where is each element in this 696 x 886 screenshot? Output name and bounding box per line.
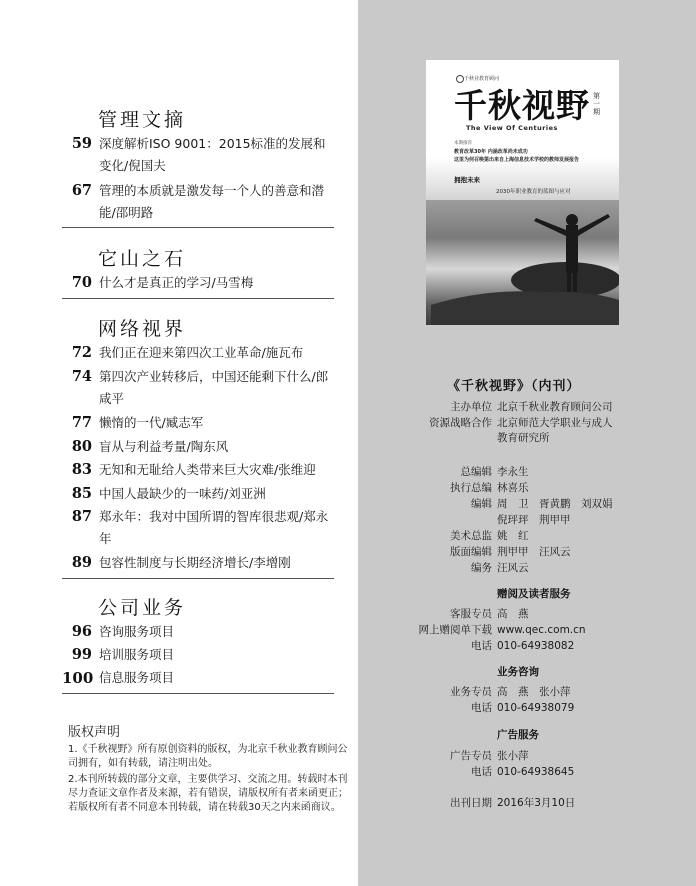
page-number: 89 — [71, 554, 92, 571]
cover-figure — [426, 60, 619, 325]
info-label-cell — [380, 748, 492, 764]
divider — [62, 227, 334, 228]
section-title: 公司业务 — [98, 597, 187, 619]
info-value: 北京千秋业教育顾问公司 — [497, 401, 613, 413]
info-label: 美术总监 — [450, 530, 492, 542]
page-number: 100 — [62, 669, 94, 687]
info-value-cell — [497, 544, 677, 560]
info-value: 汪风云 — [497, 562, 529, 574]
toc-entry[interactable] — [62, 436, 342, 458]
date-value: 2016年3月10日 — [497, 797, 576, 809]
cover-subtitle: The View Of Centuries — [466, 124, 558, 132]
copyright-paragraph: 2.本刊所转载的部分文章，主要供学习、交流之用。转载时本刊尽力查证文章作者及来源，若有错误，请版权所有者来函更正；若版权所有者不同意本刊转载，请在转载30天之内来函商议。 — [68, 774, 348, 813]
section-title: 网络视界 — [98, 318, 187, 340]
info-label-cell — [380, 638, 492, 654]
page-number: 85 — [71, 485, 92, 502]
article-title: 懒惰的一代/臧志军 — [99, 415, 204, 430]
info-label-cell — [380, 528, 492, 544]
toc-entry[interactable] — [62, 621, 342, 643]
info-label-cell — [380, 606, 492, 622]
divider — [62, 693, 334, 694]
info-value: www.qec.com.cn — [497, 624, 586, 636]
toc-entry[interactable] — [62, 459, 342, 481]
info-label: 网上赠阅单下载 — [418, 624, 492, 636]
page-number: 59 — [71, 135, 92, 152]
copyright-heading: 版权声明 — [68, 725, 121, 740]
info-label-cell — [380, 544, 492, 560]
cover-issue: 第一期 — [593, 92, 600, 116]
info-label-cell — [380, 622, 492, 638]
page-number: 87 — [71, 508, 92, 525]
info-label-cell — [380, 464, 492, 480]
cover-title: 千秋视野 — [454, 86, 590, 125]
info-value-cell — [497, 684, 677, 700]
info-label-cell — [380, 415, 492, 431]
page-number: 80 — [71, 438, 92, 455]
divider — [62, 578, 334, 579]
info-value: 010-64938645 — [497, 766, 575, 778]
info-value: 教育研究所 — [497, 432, 550, 444]
info-label-cell — [380, 700, 492, 716]
article-title: 我们正在迎来第四次工业革命/施瓦布 — [99, 345, 304, 360]
info-label: 业务专员 — [450, 686, 492, 698]
article-title: 深度解析ISO 9001：2015标准的发展和变化/倪国夫 — [99, 136, 326, 173]
date-label: 出刊日期 — [450, 797, 492, 809]
website-link[interactable] — [497, 622, 677, 638]
info-value-cell — [497, 764, 677, 780]
cover-line: 拥抱未来 — [454, 176, 480, 184]
info-value-cell — [497, 430, 677, 446]
divider — [62, 298, 334, 299]
info-value-cell — [497, 748, 677, 764]
info-value-cell — [497, 512, 677, 528]
info-label-cell — [380, 480, 492, 496]
info-label: 编务 — [471, 562, 492, 574]
article-title: 无知和无耻给人类带来巨大灾难/张维迎 — [99, 462, 316, 477]
info-value: 荆甲甲 汪风云 — [497, 546, 571, 558]
article-title: 培训服务项目 — [99, 647, 175, 662]
info-value-cell — [497, 480, 677, 496]
info-value: 林喜乐 — [497, 482, 529, 494]
article-title: 包容性制度与长期经济增长/李增刚 — [99, 555, 291, 570]
article-title: 咨询服务项目 — [99, 624, 175, 639]
article-title: 信息服务项目 — [99, 670, 175, 685]
page-number: 70 — [71, 274, 92, 291]
info-value-cell — [497, 606, 677, 622]
cover-line: 2030年职业教育的蓝图与应对 — [496, 189, 571, 195]
article-title: 管理的本质就是激发每一个人的善意和潜能/邵明路 — [99, 183, 325, 220]
page-number: 83 — [71, 461, 92, 478]
masthead-title: 《千秋视野》（内刊） — [447, 379, 581, 394]
cover-logo: 千秋业教育顾问 — [464, 76, 500, 82]
info-value-cell — [497, 464, 677, 480]
info-label: 电话 — [471, 766, 492, 778]
page-number: 96 — [71, 623, 92, 640]
gift-heading: 赠阅及读者服务 — [497, 588, 571, 600]
page-number: 72 — [71, 344, 92, 361]
toc-entry[interactable] — [62, 180, 342, 224]
toc-entry[interactable] — [62, 272, 342, 294]
cover-line: 教育改革30年 内涵改革尚未成功 — [454, 149, 528, 155]
article-title: 第四次产业转移后，中国还能剩下什么/郎咸平 — [99, 369, 329, 406]
toc-entry[interactable] — [62, 483, 342, 505]
info-label: 执行总编 — [450, 482, 492, 494]
info-label-cell — [380, 795, 492, 811]
copyright-paragraph: 1.《千秋视野》所有原创资料的版权，为北京千秋业教育顾问公司拥有，如有转载，请注明出处。 — [68, 744, 348, 769]
article-title: 中国人最缺少的一味药/刘亚洲 — [99, 486, 266, 501]
info-label-cell — [380, 560, 492, 576]
article-title: 郑永年：我对中国所谓的智库很悲观/郑永年 — [99, 509, 329, 546]
info-label: 广告专员 — [450, 750, 492, 762]
article-title: 什么才是真正的学习/马雪梅 — [99, 275, 254, 290]
info-value: 姚 红 — [497, 530, 529, 542]
info-value: 高 燕 张小萍 — [497, 686, 571, 698]
info-value: 010-64938079 — [497, 702, 575, 714]
cover-line: 这里为何召唤第出来自上海信息技术学校的教师发展报告 — [454, 157, 580, 163]
info-value-cell — [497, 415, 677, 431]
info-label: 主办单位 — [450, 401, 492, 413]
cover-small-line: 本期推荐 — [454, 141, 472, 146]
page-number: 74 — [71, 368, 92, 385]
toc-entry[interactable] — [62, 412, 342, 434]
toc-entry[interactable] — [62, 667, 342, 689]
info-label: 客服专员 — [450, 608, 492, 620]
toc-entry[interactable] — [62, 552, 342, 574]
section-title: 它山之石 — [98, 248, 187, 270]
info-value: 周 卫 胥黄鹏 刘双娟 — [497, 498, 613, 510]
info-value-cell — [497, 795, 677, 811]
article-title: 盲从与利益考量/陶东风 — [99, 439, 229, 454]
info-label: 电话 — [471, 640, 492, 652]
section-title: 管理文摘 — [98, 109, 187, 131]
info-label: 电话 — [471, 702, 492, 714]
info-value: 高 燕 — [497, 608, 529, 620]
info-value: 倪玶玶 荆甲甲 — [497, 514, 571, 526]
toc-entry[interactable] — [62, 133, 342, 177]
toc-entry[interactable] — [62, 366, 342, 410]
page-number: 67 — [71, 182, 92, 199]
info-value-cell — [497, 528, 677, 544]
info-label: 资源战略合作 — [429, 417, 492, 429]
toc-entry[interactable] — [62, 342, 342, 364]
info-value-cell — [497, 496, 677, 512]
ad-heading: 广告服务 — [497, 729, 539, 741]
info-value: 张小萍 — [497, 750, 529, 762]
info-value: 李永生 — [497, 466, 529, 478]
info-value-cell — [497, 399, 677, 415]
info-label-cell — [380, 496, 492, 512]
page-number: 99 — [71, 646, 92, 663]
info-value-cell — [497, 560, 677, 576]
info-label-cell — [380, 399, 492, 415]
info-label: 版面编辑 — [450, 546, 492, 558]
business-heading: 业务咨询 — [497, 666, 539, 678]
magazine-cover — [426, 60, 619, 325]
toc-entry[interactable] — [62, 506, 342, 550]
info-value-cell — [497, 700, 677, 716]
info-label-cell — [380, 764, 492, 780]
info-value: 010-64938082 — [497, 640, 575, 652]
info-label: 编辑 — [471, 498, 492, 510]
page-number: 77 — [71, 414, 92, 431]
info-label: 总编辑 — [460, 466, 492, 478]
info-label-cell — [380, 684, 492, 700]
info-value-cell — [497, 638, 677, 654]
info-value: 北京师范大学职业与成人 — [497, 417, 613, 429]
toc-entry[interactable] — [62, 644, 342, 666]
